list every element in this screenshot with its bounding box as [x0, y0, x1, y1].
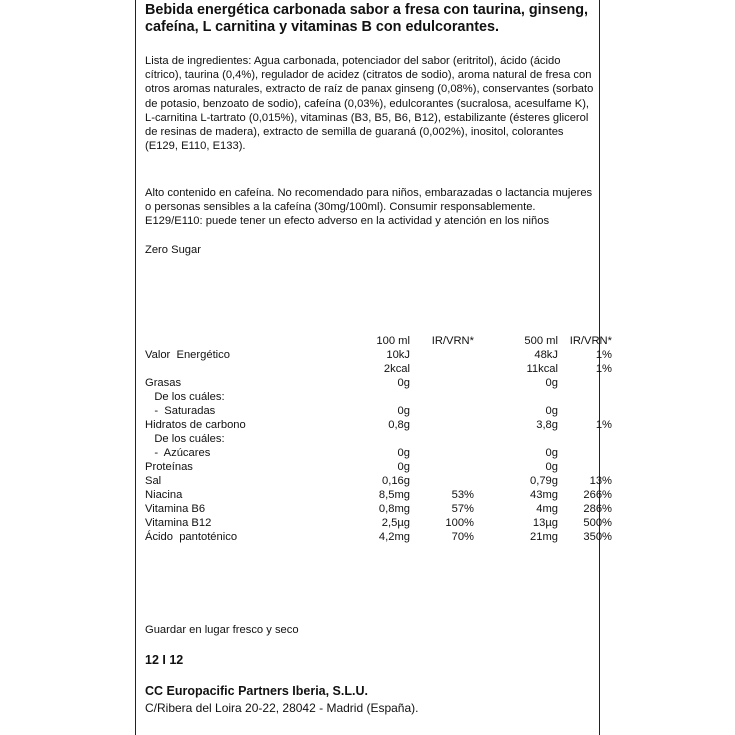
- nutrition-cell-p2: [558, 446, 612, 460]
- nutrition-cell-p2: IR/VRN*: [569, 335, 612, 347]
- nutrition-row: [145, 446, 612, 460]
- nutrition-cell-v2: 13µg: [532, 517, 558, 529]
- nutrition-cell-v1: 8,5mg: [378, 489, 410, 501]
- nutrition-cell-v1: 2,5µg: [381, 517, 410, 529]
- nutrition-cell-v1: 10kJ: [386, 349, 410, 361]
- nutrition-cell-p1: IR/VRN*: [431, 335, 474, 347]
- nutrition-cell-v1: 0g: [397, 447, 410, 459]
- nutrition-cell-label: Valor Energético: [145, 349, 230, 361]
- nutrition-cell-v1: [352, 390, 410, 404]
- nutrition-cell-v2: 500 ml: [524, 335, 558, 347]
- nutrition-cell-label: Hidratos de carbono: [145, 419, 246, 431]
- nutrition-cell-v1: 0g: [397, 377, 410, 389]
- nutrition-cell-v2: 48kJ: [534, 349, 558, 361]
- nutrition-cell-p1: 70%: [451, 531, 474, 543]
- nutrition-cell-label: - Azúcares: [145, 447, 211, 459]
- nutrition-cell-p2: [558, 460, 612, 474]
- nutrition-cell-label: De los cuáles:: [145, 391, 225, 403]
- nutrition-row: [145, 474, 612, 488]
- nutrition-row: [145, 362, 612, 376]
- nutrition-cell-p2: 500%: [583, 517, 612, 529]
- nutrition-cell-label: Ácido pantoténico: [145, 531, 238, 543]
- company-address: C/Ribera del Loira 20-22, 28042 - Madrid (España).: [145, 701, 419, 715]
- nutrition-cell-v2: 0g: [545, 447, 558, 459]
- nutrition-cell-p2: 350%: [583, 531, 612, 543]
- nutrition-cell-v2: [474, 390, 558, 404]
- nutrition-cell-p1: 53%: [451, 489, 474, 501]
- nutrition-cell-p2: 266%: [583, 489, 612, 501]
- nutrition-cell-p2: [558, 376, 612, 390]
- nutrition-cell-v2: 11kcal: [526, 363, 558, 375]
- nutrition-cell-p1: [410, 446, 474, 460]
- nutrition-cell-v1: [352, 432, 410, 446]
- nutrition-cell-v2: 3,8g: [536, 419, 558, 431]
- nutrition-row: [145, 530, 612, 544]
- nutrition-row: [145, 418, 612, 432]
- zero-sugar-claim: Zero Sugar: [145, 244, 201, 256]
- nutrition-row: [145, 390, 612, 404]
- nutrition-cell-v1: 0,16g: [382, 475, 410, 487]
- nutrition-cell-label: Vitamina B6: [145, 503, 206, 515]
- nutrition-cell-p1: 100%: [445, 517, 474, 529]
- ingredients-list: Lista de ingredientes: Agua carbonada, potenciador del sabor (eritritol), ácido (ácido cítrico), taurina (0,4%), regulador de acidez (citratos de sodio), aroma natural de fresa con otros aromas naturales, extracto de raíz de panax ginseng (0,08%), conservantes (sorbato de potasio, benzoato de sodio), cafeína (0,03%), edulcorantes (sucralosa, acesulfame K), L-carnitina L-tartrato (0,015%), vitaminas (B3, B5, B6, B12), estabilizante (ésteres glicerol de resinas de madera), extracto de semilla de guaraná (0,002%), inositol, colorantes (E129, E110, E133).: [145, 55, 594, 153]
- nutrition-cell-label: De los cuáles:: [145, 433, 225, 445]
- nutrition-cell-v2: 0,79g: [530, 475, 558, 487]
- nutrition-cell-v1: 100 ml: [376, 335, 410, 347]
- nutrition-cell-label: [145, 362, 352, 376]
- nutrition-cell-p1: [410, 376, 474, 390]
- nutrition-cell-p2: 1%: [595, 349, 612, 361]
- nutrition-cell-v2: 21mg: [530, 531, 558, 543]
- nutrition-cell-p1: [410, 362, 474, 376]
- nutrition-cell-v1: 0,8mg: [378, 503, 410, 515]
- nutrition-cell-v2: 0g: [545, 461, 558, 473]
- nutrition-row: [145, 376, 612, 390]
- nutrition-cell-v1: 4,2mg: [378, 531, 410, 543]
- nutrition-cell-p1: [410, 432, 474, 446]
- nutrition-cell-p1: [410, 348, 474, 362]
- nutrition-cell-label: Niacina: [145, 489, 183, 501]
- nutrition-cell-label: Vitamina B12: [145, 517, 212, 529]
- nutrition-cell-label: [145, 334, 352, 348]
- nutrition-cell-v2: 0g: [545, 377, 558, 389]
- nutrition-row: [145, 348, 612, 362]
- nutrition-cell-label: - Saturadas: [145, 405, 216, 417]
- nutrition-cell-p2: [558, 390, 612, 404]
- batch-code: 12 I 12: [145, 653, 184, 667]
- nutrition-cell-p1: 57%: [451, 503, 474, 515]
- nutrition-cell-label: Sal: [145, 475, 162, 487]
- nutrition-cell-label: Proteínas: [145, 461, 193, 473]
- nutrition-cell-p2: [558, 432, 612, 446]
- nutrition-cell-v1: 0g: [397, 405, 410, 417]
- nutrition-row: [145, 516, 612, 530]
- nutrition-cell-p2: 1%: [595, 419, 612, 431]
- nutrition-table: [145, 334, 612, 544]
- nutrition-row: [145, 488, 612, 502]
- product-title: Bebida energética carbonada sabor a fresa con taurina, ginseng, cafeína, L carnitina y vitaminas B con edulcorantes.: [145, 2, 589, 35]
- nutrition-cell-v2: 0g: [545, 405, 558, 417]
- nutrition-cell-label: Grasas: [145, 377, 182, 389]
- nutrition-cell-p1: [410, 404, 474, 418]
- nutrition-cell-p2: 13%: [589, 475, 612, 487]
- nutrition-cell-v1: 2kcal: [383, 363, 410, 375]
- storage-instructions: Guardar en lugar fresco y seco: [145, 624, 299, 636]
- nutrition-cell-v1: 0g: [397, 461, 410, 473]
- nutrition-cell-v2: 4mg: [536, 503, 558, 515]
- nutrition-cell-p2: 286%: [583, 503, 612, 515]
- nutrition-cell-p1: [410, 390, 474, 404]
- nutrition-row: [145, 460, 612, 474]
- caffeine-warning: Alto contenido en cafeína. No recomendado para niños, embarazadas o lactancia mujeres o personas sensibles a la cafeína (30mg/100ml). Consumir responsablemente. E129/E110: puede tener un efecto adverso en la actividad y atención en los niños: [145, 187, 593, 228]
- nutrition-cell-p1: [410, 460, 474, 474]
- nutrition-row: [145, 404, 612, 418]
- nutrition-cell-v1: 0,8g: [388, 419, 410, 431]
- nutrition-cell-p2: 1%: [595, 363, 612, 375]
- company-name: CC Europacific Partners Iberia, S.L.U.: [145, 684, 368, 698]
- nutrition-cell-p2: [558, 404, 612, 418]
- nutrition-cell-v2: [474, 432, 558, 446]
- nutrition-header-row: [145, 334, 612, 348]
- nutrition-cell-v2: 43mg: [530, 489, 558, 501]
- nutrition-cell-p1: [410, 474, 474, 488]
- nutrition-cell-p1: [410, 418, 474, 432]
- nutrition-row: [145, 502, 612, 516]
- nutrition-row: [145, 432, 612, 446]
